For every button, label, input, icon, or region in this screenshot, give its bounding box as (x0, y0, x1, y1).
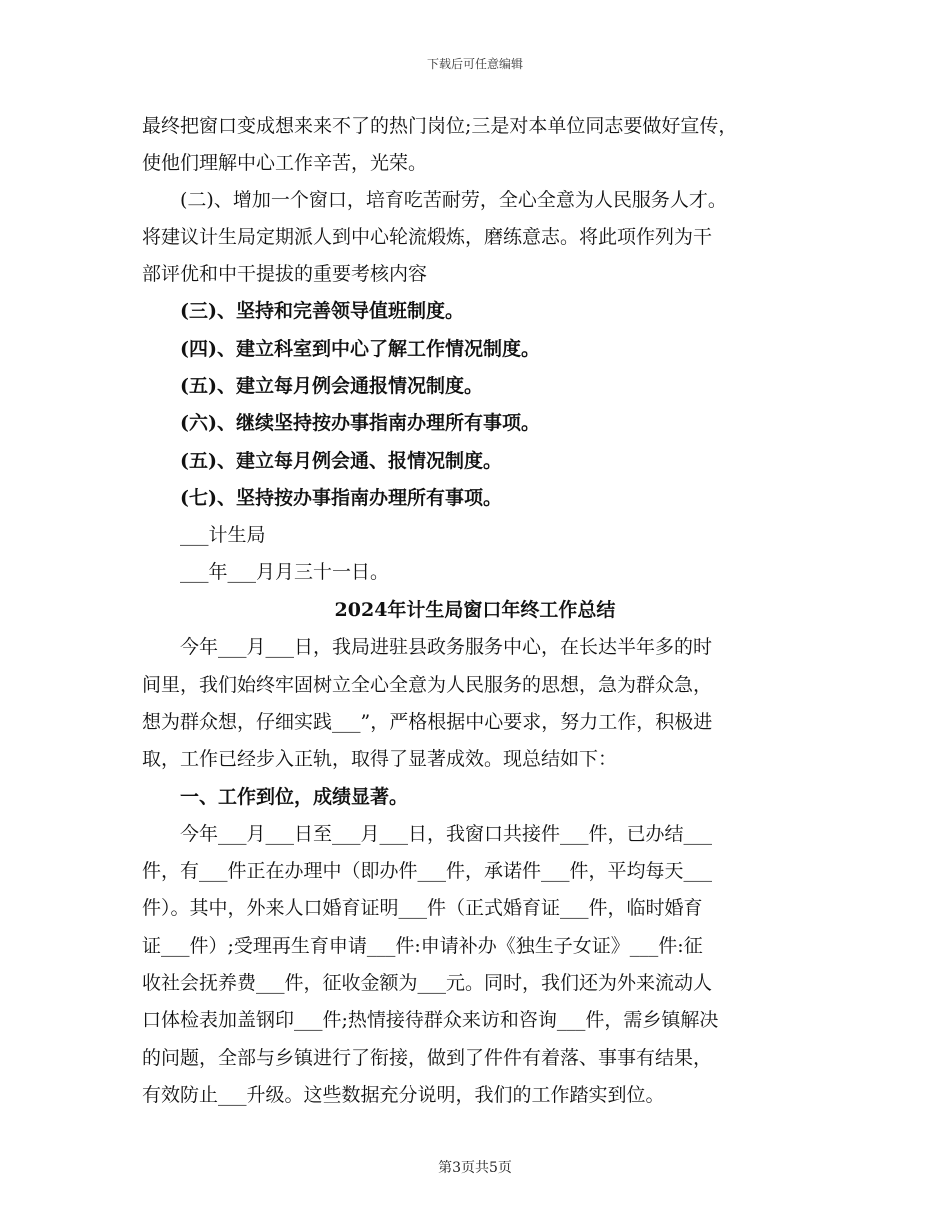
section-item: (四)、建立科室到中心了解工作情况制度。 (142, 338, 540, 360)
document-title: 2024年计生局窗口年终工作总结 (334, 599, 616, 621)
body-line: 取，工作已经步入正轨，取得了显著成效。现总结如下： (142, 748, 618, 770)
signature-date: ___年___月月三十一日。 (142, 561, 390, 583)
section-item: (三)、坚持和完善领导值班制度。 (142, 300, 464, 322)
body-line: 口体检表加盖钢印___件;热情接待群众来访和咨询___件，需乡镇解决 (142, 1009, 719, 1031)
signature-org: ___计生局 (142, 524, 266, 546)
body-line: 将建议计生局定期派人到中心轮流煅炼，磨练意志。将此项作列为干 (142, 226, 713, 248)
body-line: 使他们理解中心工作辛苦，光荣。 (142, 152, 428, 174)
body-line: 有效防止___升级。这些数据充分说明，我们的工作踏实到位。 (142, 1084, 665, 1106)
body-line: 部评优和中干提拔的重要考核内容 (142, 263, 428, 285)
body-line: (二)、增加一个窗口，培育吃苦耐劳，全心全意为人民服务人才。 (142, 189, 727, 211)
body-line: 最终把窗口变成想来来不了的热门岗位;三是对本单位同志要做好宣传， (142, 115, 738, 137)
section-item: (六)、继续坚持按办事指南办理所有事项。 (142, 412, 540, 434)
page-number: 第3页共5页 (438, 1160, 512, 1176)
body-line: 想为群众想，仔细实践___”，严格根据中心要求，努力工作，积极进 (142, 711, 713, 733)
section-heading: 一、工作到位，成绩显著。 (142, 786, 409, 808)
section-item: (五)、建立每月例会通报情况制度。 (142, 375, 483, 397)
section-item: (七)、坚持按办事指南办理所有事项。 (142, 487, 502, 509)
page-header-note: 下载后可任意编辑 (426, 57, 523, 71)
body-line: 件，有___件正在办理中（即办件___件，承诺件___件，平均每天___ (142, 860, 713, 882)
body-line: 收社会抚养费___件，征收金额为___元。同时，我们还为外来流动人 (142, 972, 713, 994)
body-line: 今年___月___日至___月___日，我窗口共接件___件，已办结___ (142, 823, 713, 845)
body-line: 证___件）;受理再生育申请___件:申请补办《独生子女证》___件:征 (142, 935, 703, 957)
body-line: 的问题，全部与乡镇进行了衔接，做到了件件有着落、事事有结果， (142, 1047, 713, 1069)
body-line: 今年___月___日，我局进驻县政务服务中心，在长达半年多的时 (142, 636, 713, 658)
section-item: (五)、建立每月例会通、报情况制度。 (142, 450, 502, 472)
body-line: 间里，我们始终牢固树立全心全意为人民服务的思想，急为群众急， (142, 674, 713, 696)
body-line: 件）。其中，外来人口婚育证明___件（正式婚育证___件，临时婚育 (142, 897, 703, 919)
